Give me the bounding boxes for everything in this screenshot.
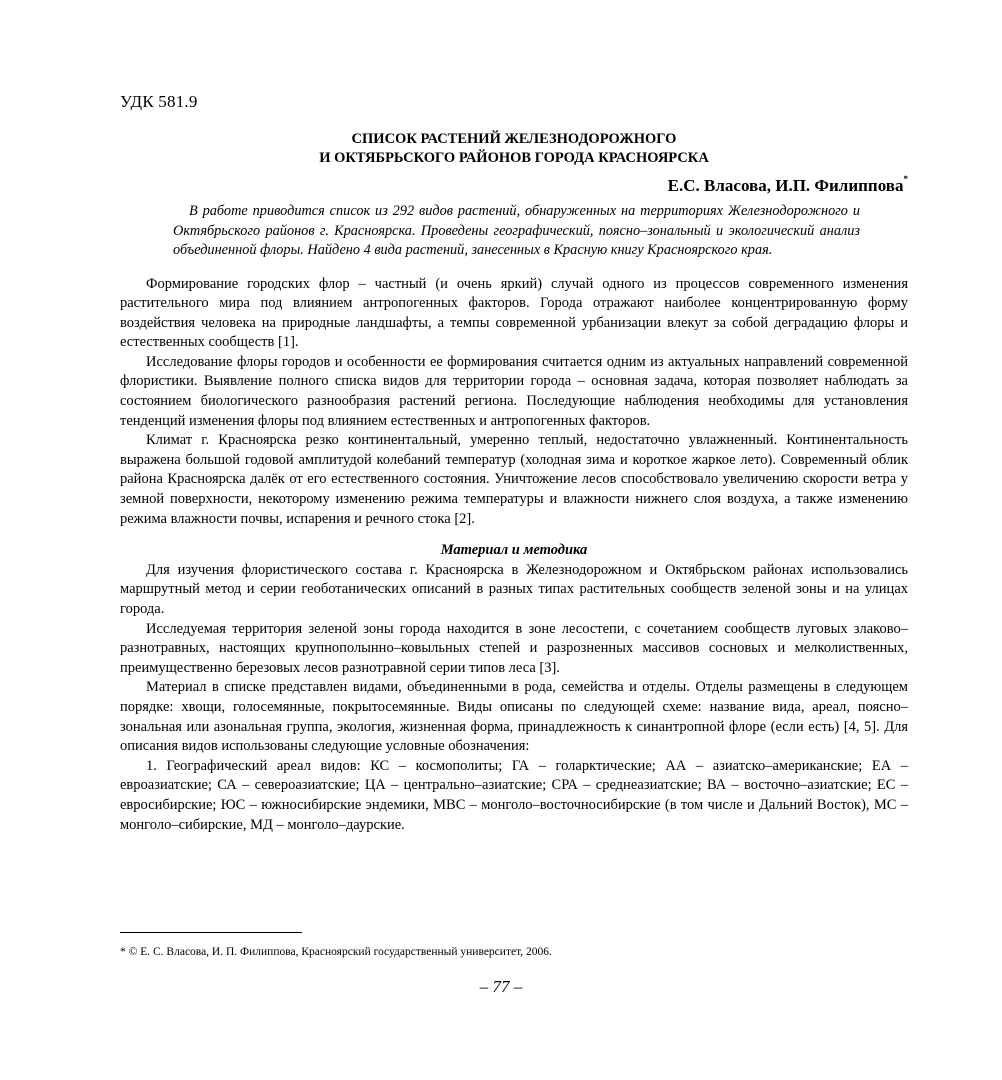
page-number: – 77 – bbox=[479, 977, 523, 996]
udk-code: УДК 581.9 bbox=[120, 92, 198, 111]
methods-paragraph-3: Материал в списке представлен видами, объединенными в рода, семейства и отделы. Отделы размещены в следующем порядке: хвощи, голосемянные, покрытосемянные. Виды описаны по следующей схеме: название вида, ареал, поясно–зональная или азональная группа, экология, жизненная форма, принадлежность к синантропной флоре (если есть) [4, 5]. Для описания видов использованы следующие условные обозначения: bbox=[120, 679, 908, 755]
methods-paragraph-2: Исследуемая территория зеленой зоны города находится в зоне лесостепи, с сочетанием сообществ луговых злаково–разнотравных, настоящих крупнополынно–ковыльных степей и разрозненных массивов сосновых и мелколиственных, преимущественно березовых лесов разнотравной серии типов леса [3]. bbox=[120, 620, 908, 676]
intro-paragraph-2: Исследование флоры городов и особенности ее формирования считается одним из актуальных направлений современной флористики. Выявление полного списка видов для территории города – основная задача, которая позволяет наблюдать за состоянием биологического разнообразия растений региона. Последующие наблюдения необходимы для установления тенденций изменения флоры под влиянием естественных и антропогенных факторов. bbox=[120, 353, 908, 429]
footnote: * © Е. С. Власова, И. П. Филиппова, Красноярский государственный университет, 2006. bbox=[120, 946, 552, 958]
intro-paragraph-3: Климат г. Красноярска резко континентальный, умеренно теплый, недостаточно увлажненный. Континентальность выражена большой годовой амплитудой колебаний температур (холодная зима и короткое жаркое лето). Современный облик района Красноярска далёк от его естественного состояния. Уничтожение лесов способствовало увеличению скорости ветра у земной поверхности, некоторому изменению режима температуры и влажности нижнего слоя воздуха, а также изменению режима влажности почвы, испарения и речного стока [2]. bbox=[120, 432, 908, 527]
abstract: В работе приводится список из 292 видов растений, обнаруженных на территориях Железнодорожного и Октябрьского районов г. Красноярска. Проведены географический, поясно–зональный и экологический анализ объединенной флоры. Найдено 4 вида растений, занесенных в Красную книгу Красноярского края. bbox=[173, 203, 860, 258]
methods-paragraph-1: Для изучения флористического состава г. Красноярска в Железнодорожном и Октябрьском районах использовались маршрутный метод и серии геоботанических описаний в разных типах растительных сообществ зеленой зоны и на улицах города. bbox=[120, 561, 908, 617]
article bbox=[120, 92, 908, 835]
title-line-1: СПИСОК РАСТЕНИЙ ЖЕЛЕЗНОДОРОЖНОГО bbox=[351, 131, 677, 147]
intro-paragraph-1: Формирование городских флор – частный (и очень яркий) случай одного из процессов современного изменения растительного мира под влиянием антропогенных факторов. Города отражают наиболее концентрированную форму воздействия человека на природные ландшафты, а темпы современной урбанизации влекут за собой деградацию флоры и естественных сообществ [1]. bbox=[120, 275, 908, 351]
section-heading-methods: Материал и методика bbox=[440, 542, 588, 559]
methods-paragraph-4: 1. Географический ареал видов: КС – космополиты; ГА – голарктические; АА – азиатско–американские; ЕА – евроазиатские; СА – североазиатские; ЦА – центрально–азиатские; СРА – среднеазиатские; ВА – восточно–азиатские; ЕС – евросибирские; ЮС – южносибирские эндемики, МВС – монголо–восточносибирские (в том числе и Дальний Восток), МС – монголо–сибирские, МД – монголо–даурские. bbox=[120, 757, 908, 833]
footnote-mark: * bbox=[903, 174, 908, 184]
author-names: Е.С. Власова, И.П. Филиппова bbox=[667, 176, 904, 195]
title-line-2: И ОКТЯБРЬСКОГО РАЙОНОВ ГОРОДА КРАСНОЯРСКА bbox=[319, 150, 709, 166]
footnote-divider bbox=[120, 932, 302, 933]
authors bbox=[120, 176, 908, 196]
article-title bbox=[120, 130, 908, 168]
